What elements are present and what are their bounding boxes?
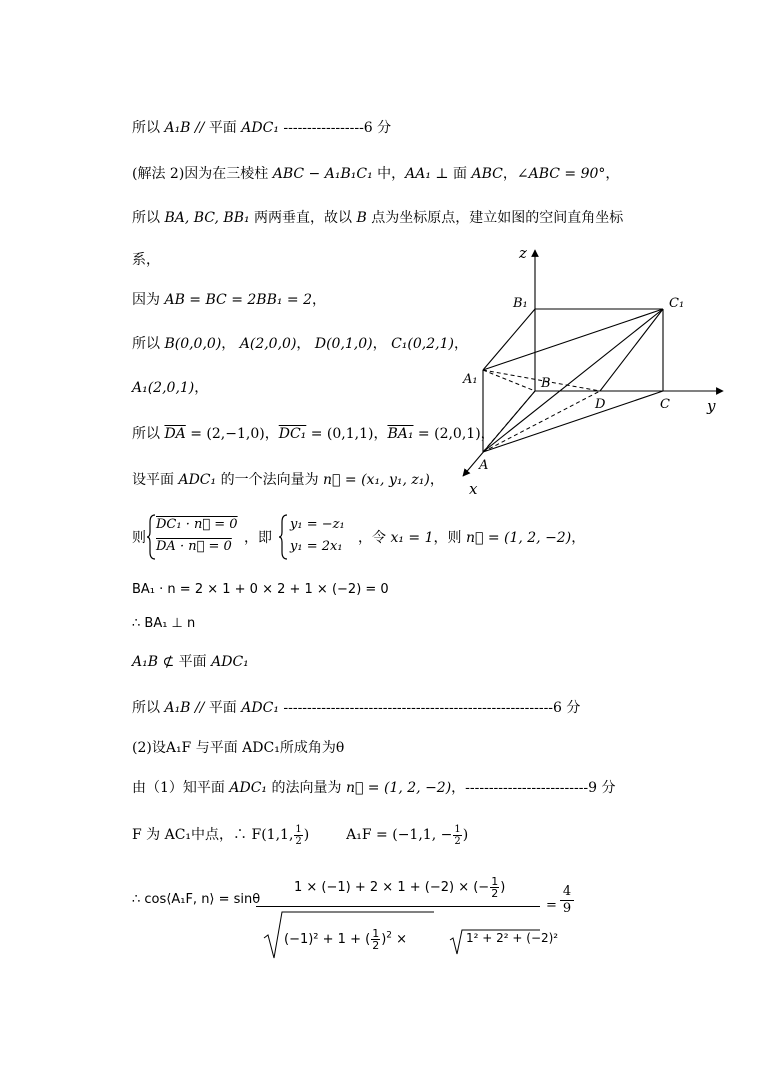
label-B1: B₁ bbox=[513, 296, 528, 311]
text-line-12 bbox=[132, 614, 195, 634]
denominator: (−1)² + 1 + ( $\frac{1}{2}$ )$^2$ × bbox=[284, 927, 408, 952]
label-D: D bbox=[595, 397, 606, 412]
text: 所以 bbox=[132, 120, 165, 136]
text: ， bbox=[605, 166, 620, 182]
fraction: $\frac{1}{2}$ bbox=[454, 823, 461, 847]
equals-sign: = bbox=[546, 898, 557, 913]
text-line-17 bbox=[132, 820, 468, 850]
text-line-14 bbox=[132, 698, 580, 718]
equation-4: y₁ = 2x₁ bbox=[290, 539, 343, 554]
text-line-16 bbox=[132, 778, 616, 798]
text: 所以 bbox=[132, 700, 165, 716]
label-C: C bbox=[660, 397, 670, 412]
math: = (2,0,1) bbox=[413, 426, 481, 442]
text-line-9 bbox=[132, 470, 444, 490]
math: ADC₁ bbox=[211, 654, 249, 670]
math: ABC bbox=[471, 166, 503, 182]
math: A₁F = bbox=[346, 827, 393, 843]
text: ， bbox=[373, 426, 388, 442]
text: 平面 bbox=[208, 120, 242, 136]
text: 面 bbox=[448, 166, 472, 182]
math: ADC₁ bbox=[241, 120, 279, 136]
math: ADC₁ bbox=[229, 780, 268, 796]
fraction: $\frac{1}{2}$ bbox=[295, 823, 302, 847]
math: ∴ cos⟨A₁F, n⟩ = sinθ bbox=[132, 892, 261, 907]
label-y: y bbox=[707, 397, 716, 415]
math: A₁B ⊄ bbox=[132, 654, 175, 670]
vector: DC₁ bbox=[278, 426, 307, 442]
text-line-2 bbox=[132, 164, 619, 184]
math: (−1,1, − bbox=[392, 827, 453, 843]
text: 所以 bbox=[132, 426, 165, 442]
text: ， bbox=[480, 426, 495, 442]
text: 由（1）知平面 bbox=[132, 780, 230, 796]
math: B(0,0,0) bbox=[164, 336, 222, 352]
text: 系， bbox=[132, 252, 160, 268]
math: A(2,0,0) bbox=[239, 336, 297, 352]
math: ∠ABC = 90° bbox=[516, 166, 606, 182]
text-line-4 bbox=[132, 250, 160, 270]
text: (2)设A₁F 与平面 ADC₁所成角为θ bbox=[132, 740, 345, 756]
denominator-sqrt: 1² + 2² + (−2)² bbox=[466, 931, 559, 945]
text-line-11 bbox=[132, 580, 389, 600]
text-line-7 bbox=[132, 378, 208, 398]
math: ABC − A₁B₁C₁ bbox=[272, 166, 373, 182]
text: 设平面 bbox=[132, 472, 179, 488]
equation-3: y₁ = −z₁ bbox=[290, 517, 345, 532]
text: 因为 bbox=[132, 292, 165, 308]
left-brace-icon bbox=[146, 514, 156, 560]
equation-system-line bbox=[132, 512, 586, 562]
text: ，即 bbox=[244, 530, 272, 546]
equation-2: DA · n⃗ = 0 bbox=[156, 539, 232, 554]
text: 的法向量为 bbox=[267, 780, 346, 796]
text: ， bbox=[372, 336, 392, 352]
label-A1: A₁ bbox=[463, 372, 478, 387]
score-mark: ---------------------------------------------------------6 分 bbox=[278, 700, 581, 716]
math: AA₁ ⊥ bbox=[405, 166, 449, 182]
text-group: ，令 x₁ = 1，则 n⃗ = (1, 2, −2)， bbox=[358, 530, 586, 546]
text: F 为 AC₁中点，∴ F bbox=[132, 827, 262, 843]
text: 则 bbox=[132, 530, 146, 546]
text: ， bbox=[264, 426, 279, 442]
text: 所以 bbox=[132, 336, 165, 352]
math: ADC₁ bbox=[241, 700, 279, 716]
left-brace-icon bbox=[278, 514, 288, 560]
math: C₁(0,2,1) bbox=[391, 336, 454, 352]
prism-figure bbox=[455, 240, 745, 505]
text: ， bbox=[194, 380, 209, 396]
math: = (2,−1,0) bbox=[185, 426, 265, 442]
math: A₁B // bbox=[164, 700, 209, 716]
text: (解法 2)因为在三棱柱 bbox=[132, 166, 273, 182]
label-z: z bbox=[519, 244, 527, 262]
math: A₁(2,0,1) bbox=[132, 380, 195, 396]
math: B bbox=[356, 210, 367, 226]
math: D(0,1,0) bbox=[314, 336, 373, 352]
text: 中， bbox=[372, 166, 406, 182]
text: 平面 bbox=[208, 700, 242, 716]
text: 平面 bbox=[174, 654, 212, 670]
equation-1: DC₁ · n⃗ = 0 bbox=[156, 517, 238, 532]
text-line-6 bbox=[132, 334, 468, 354]
score-mark: ，--------------------------9 分 bbox=[451, 780, 616, 796]
vector: $\overline{DA}$ bbox=[164, 426, 186, 442]
text-line-15 bbox=[132, 738, 344, 758]
math: BA₁ · n = 2 × 1 + 0 × 2 + 1 × (−2) = 0 bbox=[132, 582, 389, 597]
numerator: 1 × (−1) + 2 × 1 + (−2) × (− $\frac{1}{2}$ ) bbox=[294, 875, 506, 900]
text: ， bbox=[296, 336, 315, 352]
math: = (0,1,1) bbox=[306, 426, 374, 442]
text: ， bbox=[453, 336, 468, 352]
math: ∴ BA₁ ⊥ n bbox=[132, 616, 196, 631]
math: AB = BC = 2BB₁ = 2 bbox=[164, 292, 313, 308]
text: ， bbox=[429, 472, 444, 488]
math: A₁B // bbox=[164, 120, 209, 136]
result-fraction: 4 9 bbox=[560, 884, 574, 917]
text: 所以 bbox=[132, 210, 165, 226]
text-line-13 bbox=[132, 652, 249, 672]
math: ) bbox=[303, 827, 310, 843]
fraction-bar bbox=[256, 906, 540, 907]
math: BA, BC, BB₁ bbox=[164, 210, 250, 226]
text: 两两垂直，故以 bbox=[249, 210, 357, 226]
math: n⃗ = (1, 2, −2) bbox=[345, 780, 452, 796]
text: 的一个法向量为 bbox=[216, 472, 324, 488]
text-line-1 bbox=[132, 118, 391, 138]
text-line-8 bbox=[132, 424, 495, 444]
math: ) bbox=[462, 827, 469, 843]
math: ADC₁ bbox=[178, 472, 217, 488]
text-line-3 bbox=[132, 208, 623, 228]
math: n⃗ = (x₁, y₁, z₁) bbox=[323, 472, 430, 488]
text: ， bbox=[502, 166, 517, 182]
cos-formula bbox=[132, 866, 592, 966]
label-A: A bbox=[479, 458, 489, 473]
math: (1,1, bbox=[261, 827, 294, 843]
label-C1: C₁ bbox=[669, 296, 685, 311]
score-mark: -----------------6 分 bbox=[278, 120, 392, 136]
text: 点为坐标原点，建立如图的空间直角坐标 bbox=[366, 210, 624, 226]
label-x: x bbox=[469, 480, 478, 498]
vector: BA₁ bbox=[387, 426, 414, 442]
label-B: B bbox=[541, 376, 551, 391]
text: ， bbox=[312, 292, 327, 308]
text: ， bbox=[221, 336, 240, 352]
text-line-5 bbox=[132, 290, 326, 310]
